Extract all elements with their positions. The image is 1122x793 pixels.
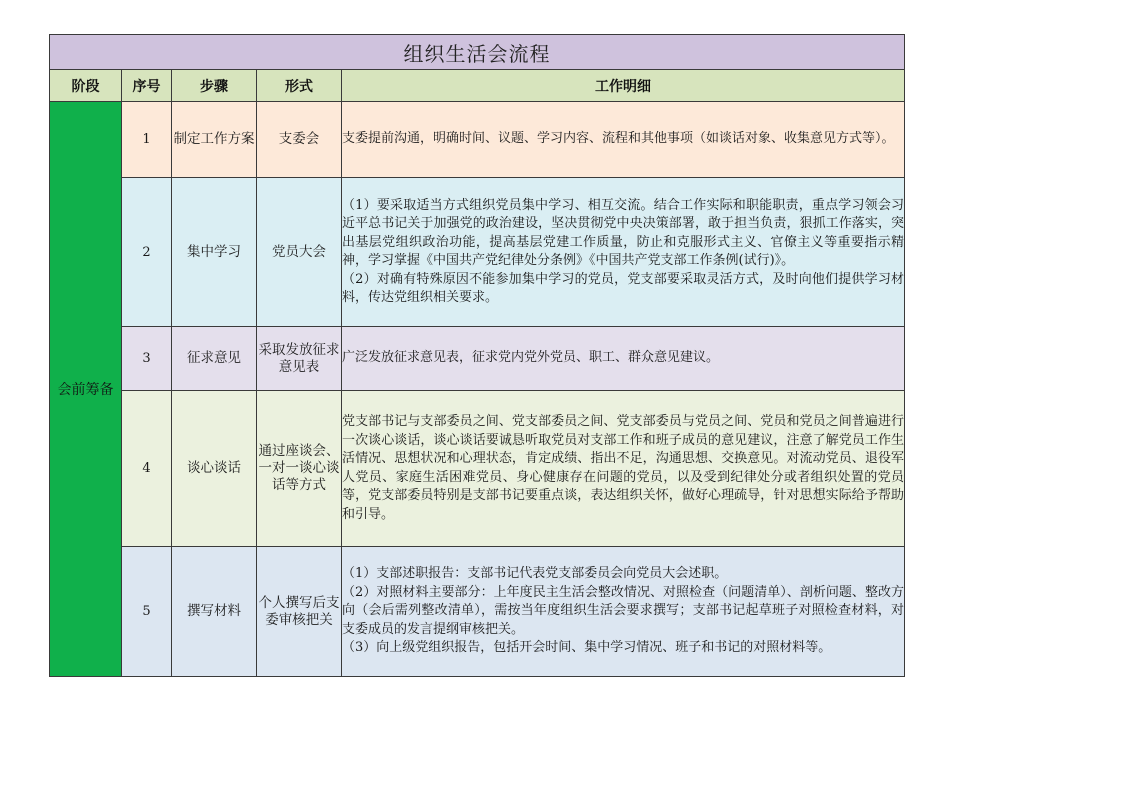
row-form: 党员大会	[257, 178, 342, 327]
detail-line: 党支部书记与支部委员之间、党支部委员之间、党支部委员与党员之间、党员和党员之间普遍进行一次谈心谈话，谈心谈话要诚恳听取党员对支部工作和班子成员的意见建议，注意了解党员工作生活情况、思想状况和心理状态，肯定成绩、指出不足，沟通思想、交换意见。对流动党员、退役军人党员、家庭生活困难党员、身心健康存在问题的党员，以及受到纪律处分或者组织处置的党员等，党支部委员特别是支部书记要重点谈，表达组织关怀，做好心理疏导，针对思想实际给予帮助和引导。	[342, 414, 905, 522]
detail-line: （2）对确有特殊原因不能参加集中学习的党员，党支部要采取灵活方式，及时向他们提供学习材料，传达党组织相关要求。	[342, 271, 905, 305]
row-detail	[342, 327, 905, 391]
row-step: 征求意见	[172, 327, 257, 391]
table-row	[50, 178, 905, 327]
table-row	[50, 102, 905, 178]
row-number: 5	[122, 547, 172, 677]
table-row	[50, 327, 905, 391]
row-detail	[342, 547, 905, 677]
detail-line: （3）向上级党组织报告，包括开会时间、集中学习情况、班子和书记的对照材料等。	[342, 640, 832, 656]
detail-line: 支委提前沟通，明确时间、议题、学习内容、流程和其他事项（如谈话对象、收集意见方式等）。	[342, 131, 895, 147]
row-form: 个人撰写后支委审核把关	[257, 547, 342, 677]
row-number: 4	[122, 391, 172, 547]
row-detail	[342, 391, 905, 547]
row-number: 1	[122, 102, 172, 178]
table-title: 组织生活会流程	[50, 35, 905, 70]
process-table	[49, 34, 905, 677]
detail-line: （1）支部述职报告：支部书记代表党支部委员会向党员大会述职。	[342, 566, 728, 582]
row-form: 支委会	[257, 102, 342, 178]
detail-line: （2）对照材料主要部分：上年度民主生活会整改情况、对照检查（问题清单）、剖析问题、整改方向（会后需列整改清单），需按当年度组织生活会要求撰写；支部书记起草班子对照检查材料，对支委成员的发言提纲审核把关。	[342, 584, 905, 637]
title-row	[50, 35, 905, 70]
row-step: 撰写材料	[172, 547, 257, 677]
detail-line: （1）要采取适当方式组织党员集中学习、相互交流。结合工作实际和职能职责，重点学习领会习近平总书记关于加强党的政治建设，坚决贯彻党中央决策部署，敢于担当负责，狠抓工作落实，突出基层党组织政治功能，提高基层党建工作质量，防止和克服形式主义、官僚主义等重要指示精神，学习掌握《中国共产党纪律处分条例》《中国共产党支部工作条例(试行)》。	[342, 197, 905, 268]
stage-cell: 会前筹备	[50, 102, 122, 677]
row-detail	[342, 178, 905, 327]
detail-line: 广泛发放征求意见表，征求党内党外党员、职工、群众意见建议。	[342, 350, 720, 366]
header-step: 步骤	[172, 70, 257, 102]
header-form: 形式	[257, 70, 342, 102]
row-step: 谈心谈话	[172, 391, 257, 547]
row-number: 2	[122, 178, 172, 327]
header-row	[50, 70, 905, 102]
header-stage: 阶段	[50, 70, 122, 102]
row-form: 通过座谈会、一对一谈心谈话等方式	[257, 391, 342, 547]
table-row	[50, 391, 905, 547]
row-detail	[342, 102, 905, 178]
row-step: 集中学习	[172, 178, 257, 327]
row-number: 3	[122, 327, 172, 391]
table-row	[50, 547, 905, 677]
header-num: 序号	[122, 70, 172, 102]
row-form: 采取发放征求意见表	[257, 327, 342, 391]
row-step: 制定工作方案	[172, 102, 257, 178]
header-detail: 工作明细	[342, 70, 905, 102]
